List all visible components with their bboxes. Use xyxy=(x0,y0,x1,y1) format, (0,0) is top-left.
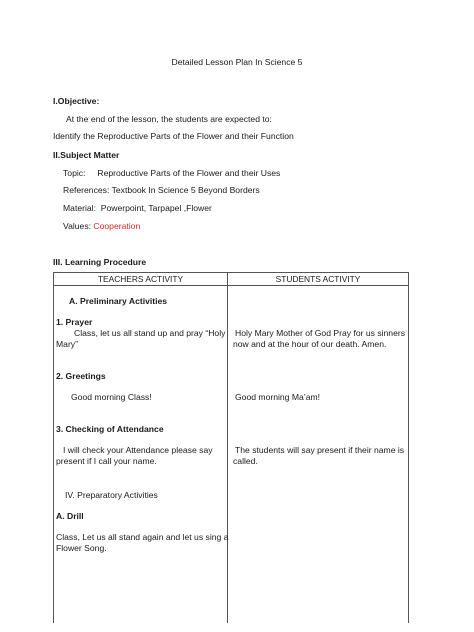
teacher-attendance-line2: present if I call your name. xyxy=(56,456,157,466)
preliminary-activities-heading: A. Preliminary Activities xyxy=(69,296,168,306)
teacher-greetings-text: Good morning Class! xyxy=(71,392,152,402)
teacher-attendance-line1: I will check your Attendance please say xyxy=(63,445,213,455)
objective-intro: At the end of the lesson, the students are expected to: xyxy=(66,114,272,124)
student-prayer-line1: Holy Mary Mother of God Pray for us sinners xyxy=(235,328,406,338)
learning-procedure-heading: III. Learning Procedure xyxy=(53,257,147,267)
document-title: Detailed Lesson Plan In Science 5 xyxy=(171,57,303,67)
material-label: Material: xyxy=(63,203,96,213)
material-value: Powerpoint, Tarpapel ,Flower xyxy=(100,203,212,213)
teachers-activity-cell xyxy=(54,286,228,624)
teacher-prayer-line2: Mary” xyxy=(56,339,78,349)
topic-row xyxy=(63,168,280,178)
attendance-heading: 3. Checking of Attendance xyxy=(56,424,164,434)
procedure-table xyxy=(53,272,409,623)
material-row xyxy=(63,203,212,213)
student-prayer-line2: now and at the hour of our death. Amen. xyxy=(233,339,387,349)
preparatory-activities-heading: IV. Preparatory Activities xyxy=(65,490,158,500)
student-greetings-text: Good morning Ma’am! xyxy=(235,392,321,402)
prayer-heading: 1. Prayer xyxy=(56,317,93,327)
teacher-prayer-line1: Class, let us all stand up and pray “Holy xyxy=(74,328,226,338)
greetings-heading: 2. Greetings xyxy=(56,371,106,381)
values-value: Cooperation xyxy=(93,221,141,231)
values-row xyxy=(63,221,140,231)
teachers-activity-header: TEACHERS ACTIVITY xyxy=(54,273,228,286)
references-row xyxy=(63,185,260,195)
topic-label: Topic: xyxy=(63,168,86,178)
values-label: Values: xyxy=(63,221,92,231)
student-attendance-line2: called. xyxy=(233,456,258,466)
teacher-drill-line2: Flower Song. xyxy=(56,543,107,553)
student-attendance-line1: The students will say present if their name is xyxy=(235,445,405,455)
teacher-drill-line1: Class, Let us all stand again and let us sing a xyxy=(56,532,229,542)
students-activity-cell xyxy=(228,286,409,624)
subject-matter-heading: II.Subject Matter xyxy=(53,150,120,160)
references-value: Textbook In Science 5 Beyond Borders xyxy=(111,185,260,195)
references-label: References: xyxy=(63,185,110,195)
drill-heading: A. Drill xyxy=(56,511,84,521)
topic-value: Reproductive Parts of the Flower and their Uses xyxy=(97,168,281,178)
objective-heading: I.Objective: xyxy=(53,96,100,106)
objective-goal: Identify the Reproductive Parts of the Flower and their Function xyxy=(53,131,294,141)
students-activity-header: STUDENTS ACTIVITY xyxy=(228,273,409,286)
